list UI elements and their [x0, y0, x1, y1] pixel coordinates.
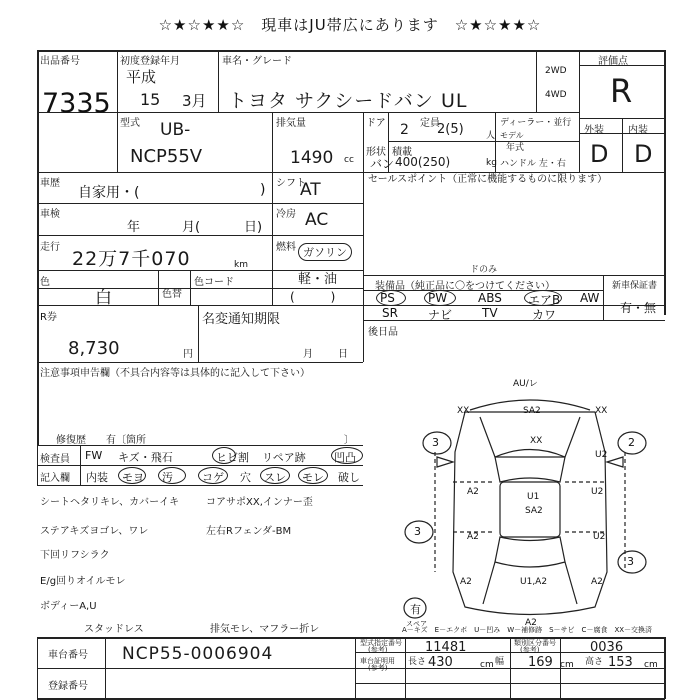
- recycle-value: 8,730: [68, 338, 120, 359]
- car-name-label: 車名・グレード: [222, 56, 292, 67]
- tire-rear-left: 3: [414, 525, 421, 538]
- displacement-label: 排気量: [276, 118, 306, 129]
- width-unit: cm: [560, 660, 574, 670]
- ext-score: D: [590, 140, 609, 168]
- insp-scratch: キズ・飛石: [118, 451, 173, 464]
- chassis-label: 車台番号: [48, 650, 88, 661]
- repair-label: 修復歴 有〔箇所: [56, 435, 146, 446]
- capacity-value: 2(5): [437, 122, 464, 137]
- cert-label1: 車台証明用: [360, 657, 395, 665]
- insp-dirt-circle: [158, 467, 186, 484]
- remark-studless: スタッドレス: [84, 624, 144, 635]
- remark-body: ボディーA,U: [40, 601, 97, 612]
- equip-pw-circle: [424, 290, 456, 306]
- inspector-label2: 記入欄: [40, 473, 70, 484]
- equip-aw: AW: [580, 291, 600, 305]
- name-change-day: 日: [338, 349, 348, 360]
- diagram-xx-right: XX: [595, 406, 608, 416]
- capacity-label: 定員: [420, 118, 440, 129]
- model-year-label2: 年式: [506, 143, 525, 153]
- cooler-value: AC: [305, 210, 329, 230]
- type-no-label2: (参考): [368, 646, 388, 654]
- width-value: 169: [528, 655, 553, 670]
- color-value: 白: [95, 288, 112, 308]
- insp-stain-circle: [118, 467, 146, 484]
- remark-underbody: 下回リフシラク: [40, 550, 110, 561]
- equip-navi: ナビ: [428, 308, 453, 322]
- tire-rear-right: 3: [627, 555, 634, 568]
- first-reg-year: 15: [140, 90, 161, 109]
- equip-abs: ABS: [478, 291, 502, 305]
- insp-crack: ヒビ割: [216, 451, 249, 464]
- insp-interior: 内装: [86, 471, 108, 484]
- color-change-label: 色替: [162, 289, 182, 300]
- fuel-other: 軽・油: [298, 272, 338, 287]
- diagram-u1-roof: U1: [527, 492, 540, 502]
- tire-front-left: 3: [432, 436, 439, 449]
- usage-close: ): [260, 182, 266, 198]
- model-prefix: UB-: [160, 120, 191, 140]
- mileage-label: 走行: [40, 242, 60, 253]
- length-label: 長さ: [408, 657, 427, 667]
- car-name-value: トヨタ サクシードバン UL: [228, 90, 468, 112]
- warranty-value: 有・無: [620, 301, 657, 315]
- insp-hole: 穴: [240, 471, 251, 484]
- shape-label: 形状: [366, 147, 386, 158]
- equip-airbag: エアB: [528, 293, 561, 307]
- diagram-a2-rear-left: A2: [467, 532, 479, 542]
- diagram-a2-rear-corner-left: A2: [460, 577, 472, 587]
- remark-exhaust: 排気モレ、マフラー折レ: [210, 624, 320, 635]
- diagram-bottom-label: A2: [525, 618, 537, 628]
- dealer-label: ディーラー・並行: [500, 118, 572, 128]
- warranty-label: 新車保証書: [612, 281, 658, 291]
- diagram-sa2-front: SA2: [523, 406, 541, 416]
- mileage-unit: km: [234, 260, 248, 270]
- type-no-value: 11481: [425, 640, 467, 655]
- insp-burn-circle: [198, 467, 228, 484]
- score-label: 評価点: [598, 56, 628, 67]
- chassis-value: NCP55-0006904: [122, 644, 274, 664]
- damage-diagram: [395, 372, 665, 632]
- equip-tv: TV: [482, 306, 498, 320]
- cooler-label: 冷房: [276, 209, 296, 220]
- remark-core-support: コアサポXX,インナー歪: [206, 497, 313, 508]
- model-value: NCP55V: [130, 146, 203, 167]
- int-score: D: [634, 140, 653, 168]
- capacity-unit: 人: [486, 131, 496, 141]
- lot-label: 出品番号: [40, 56, 80, 67]
- height-label: 高さ: [585, 657, 604, 667]
- door-label: ドア: [366, 118, 386, 129]
- insp-tear: 破し: [338, 471, 360, 484]
- diagram-u2-front-right: U2: [595, 450, 608, 460]
- width-label: 幅: [495, 657, 505, 667]
- type-no-label1: 型式指定番号: [360, 639, 402, 647]
- fuel-paren: ( ): [290, 290, 336, 304]
- inspection-year: 年: [127, 220, 141, 235]
- first-reg-label: 初度登録年月: [120, 56, 180, 67]
- load-label: 積載: [392, 147, 412, 158]
- diagram-a2-rear-corner-right: A2: [591, 577, 603, 587]
- remark-steering: ステアキズヨゴレ、ワレ: [40, 526, 149, 537]
- remark-seat: シートヘタリキレ、カバーイキ: [40, 497, 180, 508]
- insp-burn: コゲ: [202, 471, 224, 484]
- tire-front-right: 2: [628, 436, 635, 449]
- insp-crack-circle: [212, 447, 236, 464]
- inspection-month: 月(: [182, 220, 201, 235]
- wd4-label: 4WD: [545, 90, 567, 100]
- displacement-value: 1490: [290, 148, 334, 168]
- load-value: 400(250): [395, 155, 451, 169]
- reg-no-label: 登録番号: [48, 681, 88, 692]
- insp-leak-circle: [298, 467, 328, 484]
- insp-dirt: 汚: [162, 471, 173, 484]
- name-change-label: 名変通知期限: [202, 312, 281, 327]
- usage-label: 車歴: [40, 178, 60, 189]
- load-unit: kg: [486, 158, 497, 168]
- insp-dent: 凹凸: [334, 451, 356, 464]
- inspection-label: 車検: [40, 209, 60, 220]
- lot-number: 7335: [42, 88, 111, 119]
- door-value: 2: [400, 122, 409, 138]
- equip-sr: SR: [382, 306, 398, 320]
- remark-engine: E/g回りオイルモレ: [40, 576, 126, 587]
- fuel-label: 燃料: [276, 242, 296, 253]
- equip-airbag-circle: [524, 290, 562, 306]
- equip-leather: カワ: [532, 308, 557, 322]
- diagram-legend: A－キズ E－エクボ U－凹み W－補修跡 S－サビ C－腐食 XX－交換済: [402, 626, 653, 634]
- insp-wear-circle: [260, 467, 290, 484]
- diagram-xx-hood: XX: [530, 436, 543, 446]
- length-value: 430: [428, 655, 453, 670]
- equipment-label: 装備品（純正品に〇をつけてください）: [375, 281, 555, 292]
- class-no-label2: (参考): [520, 646, 540, 654]
- fuel-value: ガソリン: [298, 243, 352, 261]
- ext-label: 外装: [584, 125, 604, 136]
- first-reg-month: 3月: [182, 92, 207, 110]
- shift-label: シフト: [276, 178, 306, 189]
- shift-value: AT: [300, 180, 321, 200]
- cert-label2: (参考): [368, 664, 388, 672]
- equip-ps-circle: [376, 290, 406, 306]
- int-label: 内装: [628, 125, 648, 136]
- height-value: 153: [608, 655, 633, 670]
- banner: ☆★☆★★☆ 現車はJU帯広にあります ☆★☆★★☆: [158, 16, 542, 34]
- insp-fw: FW: [85, 449, 103, 462]
- diagram-sa2-roof: SA2: [525, 506, 543, 516]
- recycle-label: R券: [40, 312, 57, 323]
- insp-dent-circle: [331, 447, 363, 464]
- name-change-month: 月: [303, 349, 313, 360]
- sales-point-label: セールスポイント（正常に機能するものに限ります）: [368, 174, 608, 185]
- diagram-a2-left: A2: [467, 487, 479, 497]
- score-value: R: [610, 72, 633, 110]
- rear-items-label: 後日品: [368, 327, 398, 338]
- displacement-unit: cc: [344, 155, 354, 165]
- handle-label: ハンドル 左・右: [500, 159, 566, 169]
- color-label: 色: [40, 277, 50, 288]
- equipment-note: ドのみ: [470, 265, 498, 275]
- insp-wear: スレ: [264, 471, 286, 484]
- model-label: 型式: [120, 118, 140, 129]
- length-unit: cm: [480, 660, 494, 670]
- equip-ps: PS: [380, 291, 395, 305]
- diagram-u1a2-rear: U1,A2: [520, 577, 548, 587]
- height-unit: cm: [644, 660, 658, 670]
- diagram-top-label: AU/レ: [513, 379, 538, 389]
- first-reg-era: 平成: [126, 68, 157, 86]
- color-code-label: 色コード: [194, 277, 234, 288]
- wd2-label: 2WD: [545, 66, 567, 76]
- repair-close: 〕: [344, 435, 354, 446]
- spare-tire-mark: 有: [410, 603, 421, 616]
- diagram-xx-left: XX: [457, 406, 470, 416]
- remark-fender: 左右Rフェンダ-BM: [206, 526, 292, 537]
- class-no-value: 0036: [590, 640, 624, 655]
- class-no-label1: 類別区分番号: [514, 639, 556, 647]
- model-year-label1: モデル: [500, 131, 524, 140]
- insp-repair: リペア跡: [262, 451, 306, 464]
- spare-tire-label: スペア: [406, 620, 427, 628]
- insp-stain: モヨ: [122, 471, 144, 484]
- inspection-day: 日): [244, 220, 263, 235]
- diagram-u2-right: U2: [591, 487, 604, 497]
- insp-leak: モレ: [302, 471, 324, 484]
- shape-value: バン: [370, 157, 395, 171]
- usage-value: 自家用・(: [78, 185, 140, 201]
- mileage-value: 22万7千070: [72, 248, 191, 270]
- equip-pw: PW: [428, 291, 448, 305]
- diagram-u2-rear-right: U2: [593, 532, 606, 542]
- inspector-label1: 検査員: [40, 454, 70, 465]
- recycle-unit: 円: [183, 349, 193, 360]
- notes-label: 注意事項申告欄（不具合内容等は具体的に記入して下さい）: [40, 368, 310, 379]
